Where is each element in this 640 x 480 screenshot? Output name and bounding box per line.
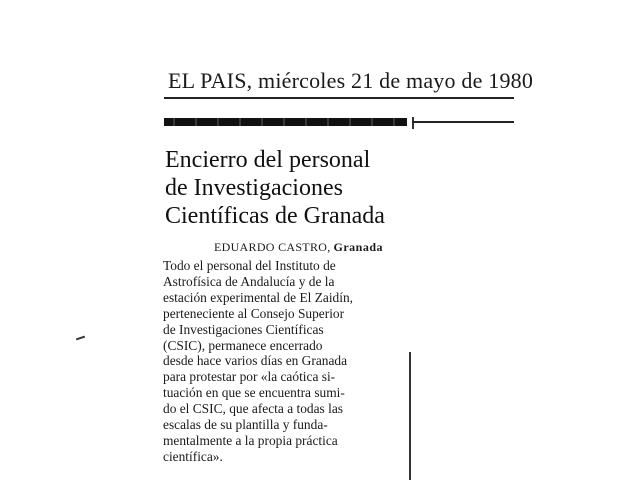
section-bar xyxy=(164,118,407,126)
body-line: do el CSIC, que afecta a todas las xyxy=(163,401,343,417)
column-tick xyxy=(412,117,414,129)
body-line: perteneciente al Consejo Superior xyxy=(163,305,345,321)
headline-line: de Investigaciones xyxy=(165,175,343,201)
body-line: científica». xyxy=(163,448,223,464)
body-line: (CSIC), permanece encerrado xyxy=(163,337,323,353)
body-line: de Investigaciones Científicas xyxy=(163,321,324,337)
body-line: para protestar por «la caótica si- xyxy=(163,369,336,385)
body-line: desde hace varios días en Granada xyxy=(163,353,348,369)
byline xyxy=(214,240,383,255)
right-column-rule xyxy=(412,121,514,123)
body-line: mentalmente a la propia práctica xyxy=(163,432,338,448)
article-body xyxy=(163,258,395,465)
headline-line: Científicas de Granada xyxy=(165,203,385,229)
column-divider xyxy=(409,352,411,480)
body-line: Todo el personal del Instituto de xyxy=(163,258,336,273)
article-headline xyxy=(165,146,405,230)
byline-author: EDUARDO CASTRO, xyxy=(214,240,331,254)
byline-city: Granada xyxy=(333,240,384,254)
body-line: Astrofísica de Andalucía y de la xyxy=(163,273,335,289)
masthead: EL PAIS, miércoles 21 de mayo de 1980 xyxy=(168,68,534,93)
body-line: escalas de su plantilla y funda- xyxy=(163,417,328,433)
body-line: tuación en que se encuentra sumi- xyxy=(163,385,345,401)
headline-line: Encierro del personal xyxy=(165,147,371,173)
body-line: estación experimental de El Zaidín, xyxy=(163,289,353,305)
masthead-rule xyxy=(164,97,514,99)
margin-mark xyxy=(76,336,85,341)
